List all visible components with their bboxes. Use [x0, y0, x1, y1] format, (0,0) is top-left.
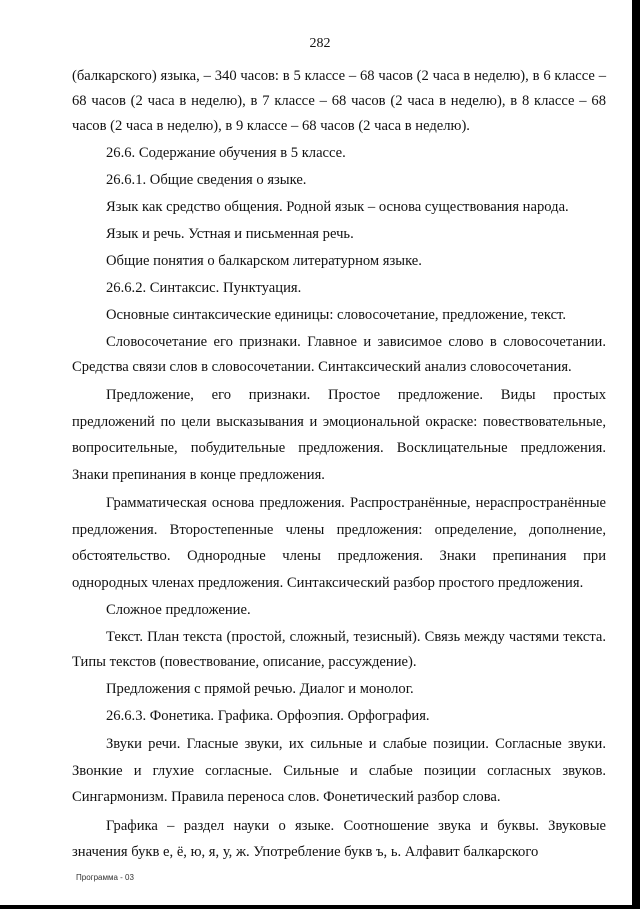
paragraph: Сложное предложение.	[106, 602, 251, 618]
paragraph: Звуки речи. Гласные звуки, их сильные и слабые позиции. Согласные звуки. Звонкие и глухие согласные. Сильные и слабые позиции согласных звуков. Сингармонизм. Правила переноса слов. Фонетический разбор слова.	[72, 736, 606, 805]
paragraph: Грамматическая основа предложения. Распространённые, нераспространённые предложения. Второстепенные члены предложения: определение, дополнение, обстоятельство. Однородные члены предложения. Знаки препинания при однородных членах предложения. Синтаксический разбор простого предложения.	[72, 495, 606, 591]
paragraph-hours: (балкарского) языка, – 340 часов: в 5 классе – 68 часов (2 часа в неделю), в 6 классе – 68 часов (2 часа в неделю), в 7 классе – 68 часов (2 часа в неделю), в 8 классе – 68 часов (2 часа в неделю), в 9 классе – 68 часов (2 часа в неделю).	[72, 68, 606, 134]
page-number: 282	[309, 36, 331, 51]
heading-section-26-6: 26.6. Содержание обучения в 5 классе.	[106, 145, 346, 161]
paragraph: Графика – раздел науки о языке. Соотношение звука и буквы. Звуковые значения букв е, ё, ю, я, у, ж. Употребление букв ъ, ь. Алфавит балкарского	[72, 817, 606, 860]
paragraph: Основные синтаксические единицы: словосочетание, предложение, текст.	[106, 307, 566, 323]
paragraph: Язык и речь. Устная и письменная речь.	[106, 226, 354, 242]
heading-section-26-6-1: 26.6.1. Общие сведения о языке.	[106, 172, 307, 188]
scan-edge-bottom	[0, 905, 640, 909]
paragraph: Текст. План текста (простой, сложный, тезисный). Связь между частями текста. Типы текстов (повествование, описание, рассуждение).	[72, 629, 606, 670]
heading-section-26-6-2: 26.6.2. Синтаксис. Пунктуация.	[106, 280, 302, 296]
scan-edge-right	[632, 0, 640, 909]
paragraph: Предложение, его признаки. Простое предложение. Виды простых предложений по цели высказывания и эмоциональной окраске: повествовательные, вопросительные, побудительные предложения. Восклицательные предложения. Знаки препинания в конце предложения.	[72, 387, 606, 483]
paragraph: Язык как средство общения. Родной язык – основа существования народа.	[106, 199, 569, 215]
heading-section-26-6-3: 26.6.3. Фонетика. Графика. Орфоэпия. Орфография.	[106, 708, 430, 724]
paragraph: Общие понятия о балкарском литературном языке.	[106, 253, 422, 269]
document-body	[72, 64, 606, 868]
paragraph: Словосочетание его признаки. Главное и зависимое слово в словосочетании. Средства связи слов в словосочетании. Синтаксический анализ словосочетания.	[72, 334, 606, 375]
page-footer: Программа - 03	[76, 873, 134, 882]
paragraph: Предложения с прямой речью. Диалог и монолог.	[106, 681, 414, 697]
